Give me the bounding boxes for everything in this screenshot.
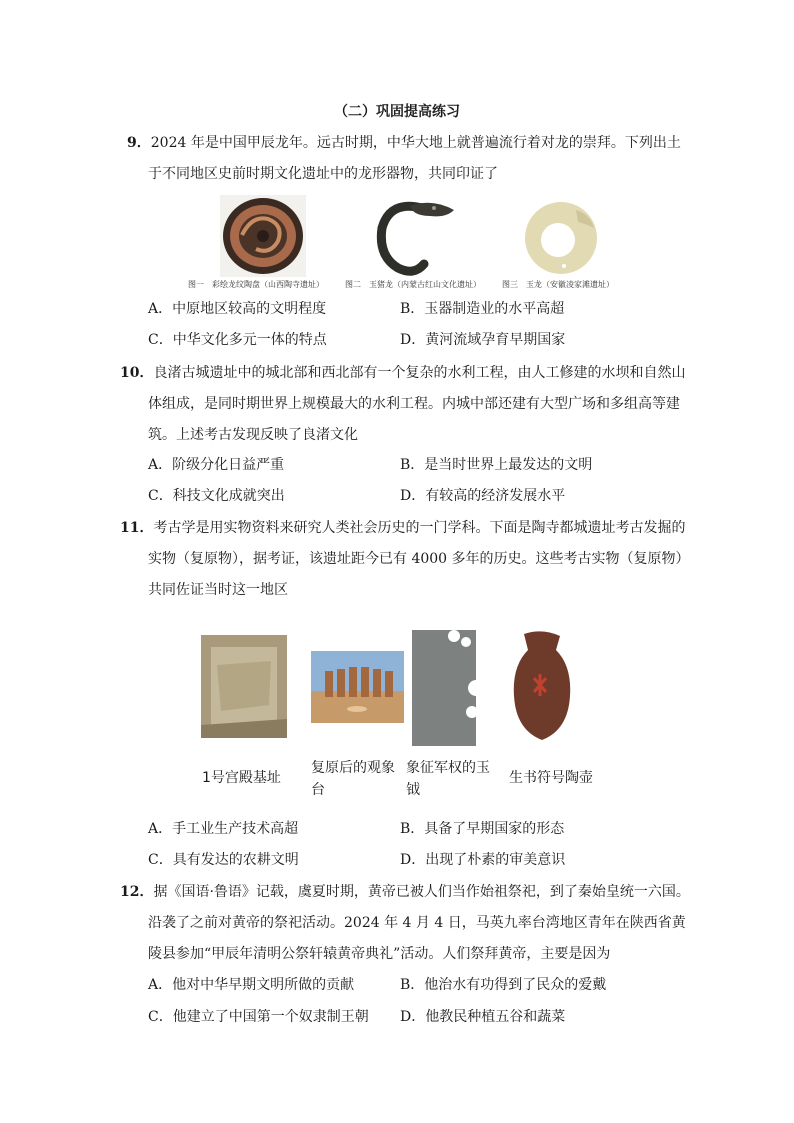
- q12-stem-line1: 12．据《国语·鲁语》记载，虞夏时期，黄帝已被人们当作始祖祭祀，到了秦始皇统一六国。: [120, 884, 690, 900]
- q12-option-b: B．他治水有功得到了民众的爱戴: [400, 977, 607, 993]
- dragon-plate-image: [220, 195, 306, 277]
- observatory-image: [311, 651, 404, 723]
- pottery-pot-image: [506, 626, 578, 744]
- q12-number: 12．: [120, 884, 154, 900]
- q12-option-a: A．他对中华早期文明所做的贡献: [148, 977, 355, 993]
- jade-dragon-image: [518, 194, 604, 280]
- q10-number: 10．: [120, 365, 154, 381]
- q9-stem-line1: 9．2024 年是中国甲辰龙年。远古时期，中华大地上就普遍流行着对龙的崇拜。下列出土: [127, 135, 681, 151]
- q11-stem-line1: 11．考古学是用实物资料来研究人类社会历史的一门学科。下面是陶寺都城遗址考古发掘的: [120, 520, 686, 536]
- q11-caption-2: 复原后的观象台: [311, 760, 395, 798]
- q10-option-c: C．科技文化成就突出: [148, 488, 285, 504]
- q9-option-b: B．玉器制造业的水平高超: [400, 301, 565, 317]
- q9-option-d: D．黄河流域孕育早期国家: [400, 332, 566, 348]
- q11-caption-3: 象征军权的玉钺: [406, 760, 490, 798]
- q12-option-d: D．他教民种植五谷和蔬菜: [400, 1009, 566, 1025]
- palace-foundation-image: [201, 635, 287, 738]
- q9-option-c: C．中华文化多元一体的特点: [148, 332, 327, 348]
- q11-option-d: D．出现了朴素的审美意识: [400, 852, 566, 868]
- q9-caption-2: 图二 玉猪龙（内蒙古红山文化遗址）: [345, 280, 481, 289]
- q10-option-d: D．有较高的经济发展水平: [400, 488, 566, 504]
- q11-stem-line3: 共同佐证当时这一地区: [148, 582, 288, 598]
- q11-caption-4: 生书符号陶壶: [509, 770, 593, 786]
- q11-stem-line2: 实物（复原物），据考证，该遗址距今已有 4000 多年的历史。这些考古实物（复原物）: [148, 551, 690, 567]
- q9-caption-1: 图一 彩绘龙纹陶盘（山西陶寺遗址）: [188, 280, 324, 289]
- q11-option-b: B．具备了早期国家的形态: [400, 821, 565, 837]
- q9-caption-3: 图三 玉龙（安徽凌家滩遗址）: [502, 280, 614, 289]
- q11-number: 11．: [120, 520, 154, 536]
- q10-stem-line3: 筑。上述考古发现反映了良渚文化: [148, 427, 358, 443]
- q12-stem-line2: 沿袭了之前对黄帝的祭祀活动。2024 年 4 月 4 日，马英九率台湾地区青年在陕西省黄: [148, 915, 686, 931]
- q12-stem-line3: 陵县参加“甲辰年清明公祭轩辕黄帝典礼”活动。人们祭拜黄帝，主要是因为: [148, 946, 611, 962]
- q9-stem-line2: 于不同地区史前时期文化遗址中的龙形器物，共同印证了: [148, 166, 498, 182]
- q10-stem-line2: 体组成，是同时期世界上规模最大的水利工程。内城中部还建有大型广场和多组高等建: [148, 396, 680, 412]
- q10-option-b: B．是当时世界上最发达的文明: [400, 457, 593, 473]
- jade-yue-axe-image: [406, 628, 488, 748]
- q9-number: 9．: [127, 135, 151, 151]
- jade-pig-dragon-image: [370, 194, 462, 280]
- q11-option-c: C．具有发达的农耕文明: [148, 852, 299, 868]
- q9-option-a: A．中原地区较高的文明程度: [148, 301, 327, 317]
- q11-option-a: A．手工业生产技术高超: [148, 821, 299, 837]
- section-title: （二）巩固提高练习: [334, 104, 460, 120]
- q12-option-c: C．他建立了中国第一个奴隶制王朝: [148, 1009, 369, 1025]
- q11-caption-1: 1号宫殿基址: [202, 770, 281, 786]
- q10-option-a: A．阶级分化日益严重: [148, 457, 285, 473]
- q10-stem-line1: 10．良渚古城遗址中的城北部和西北部有一个复杂的水利工程，由人工修建的水坝和自然山: [120, 365, 686, 381]
